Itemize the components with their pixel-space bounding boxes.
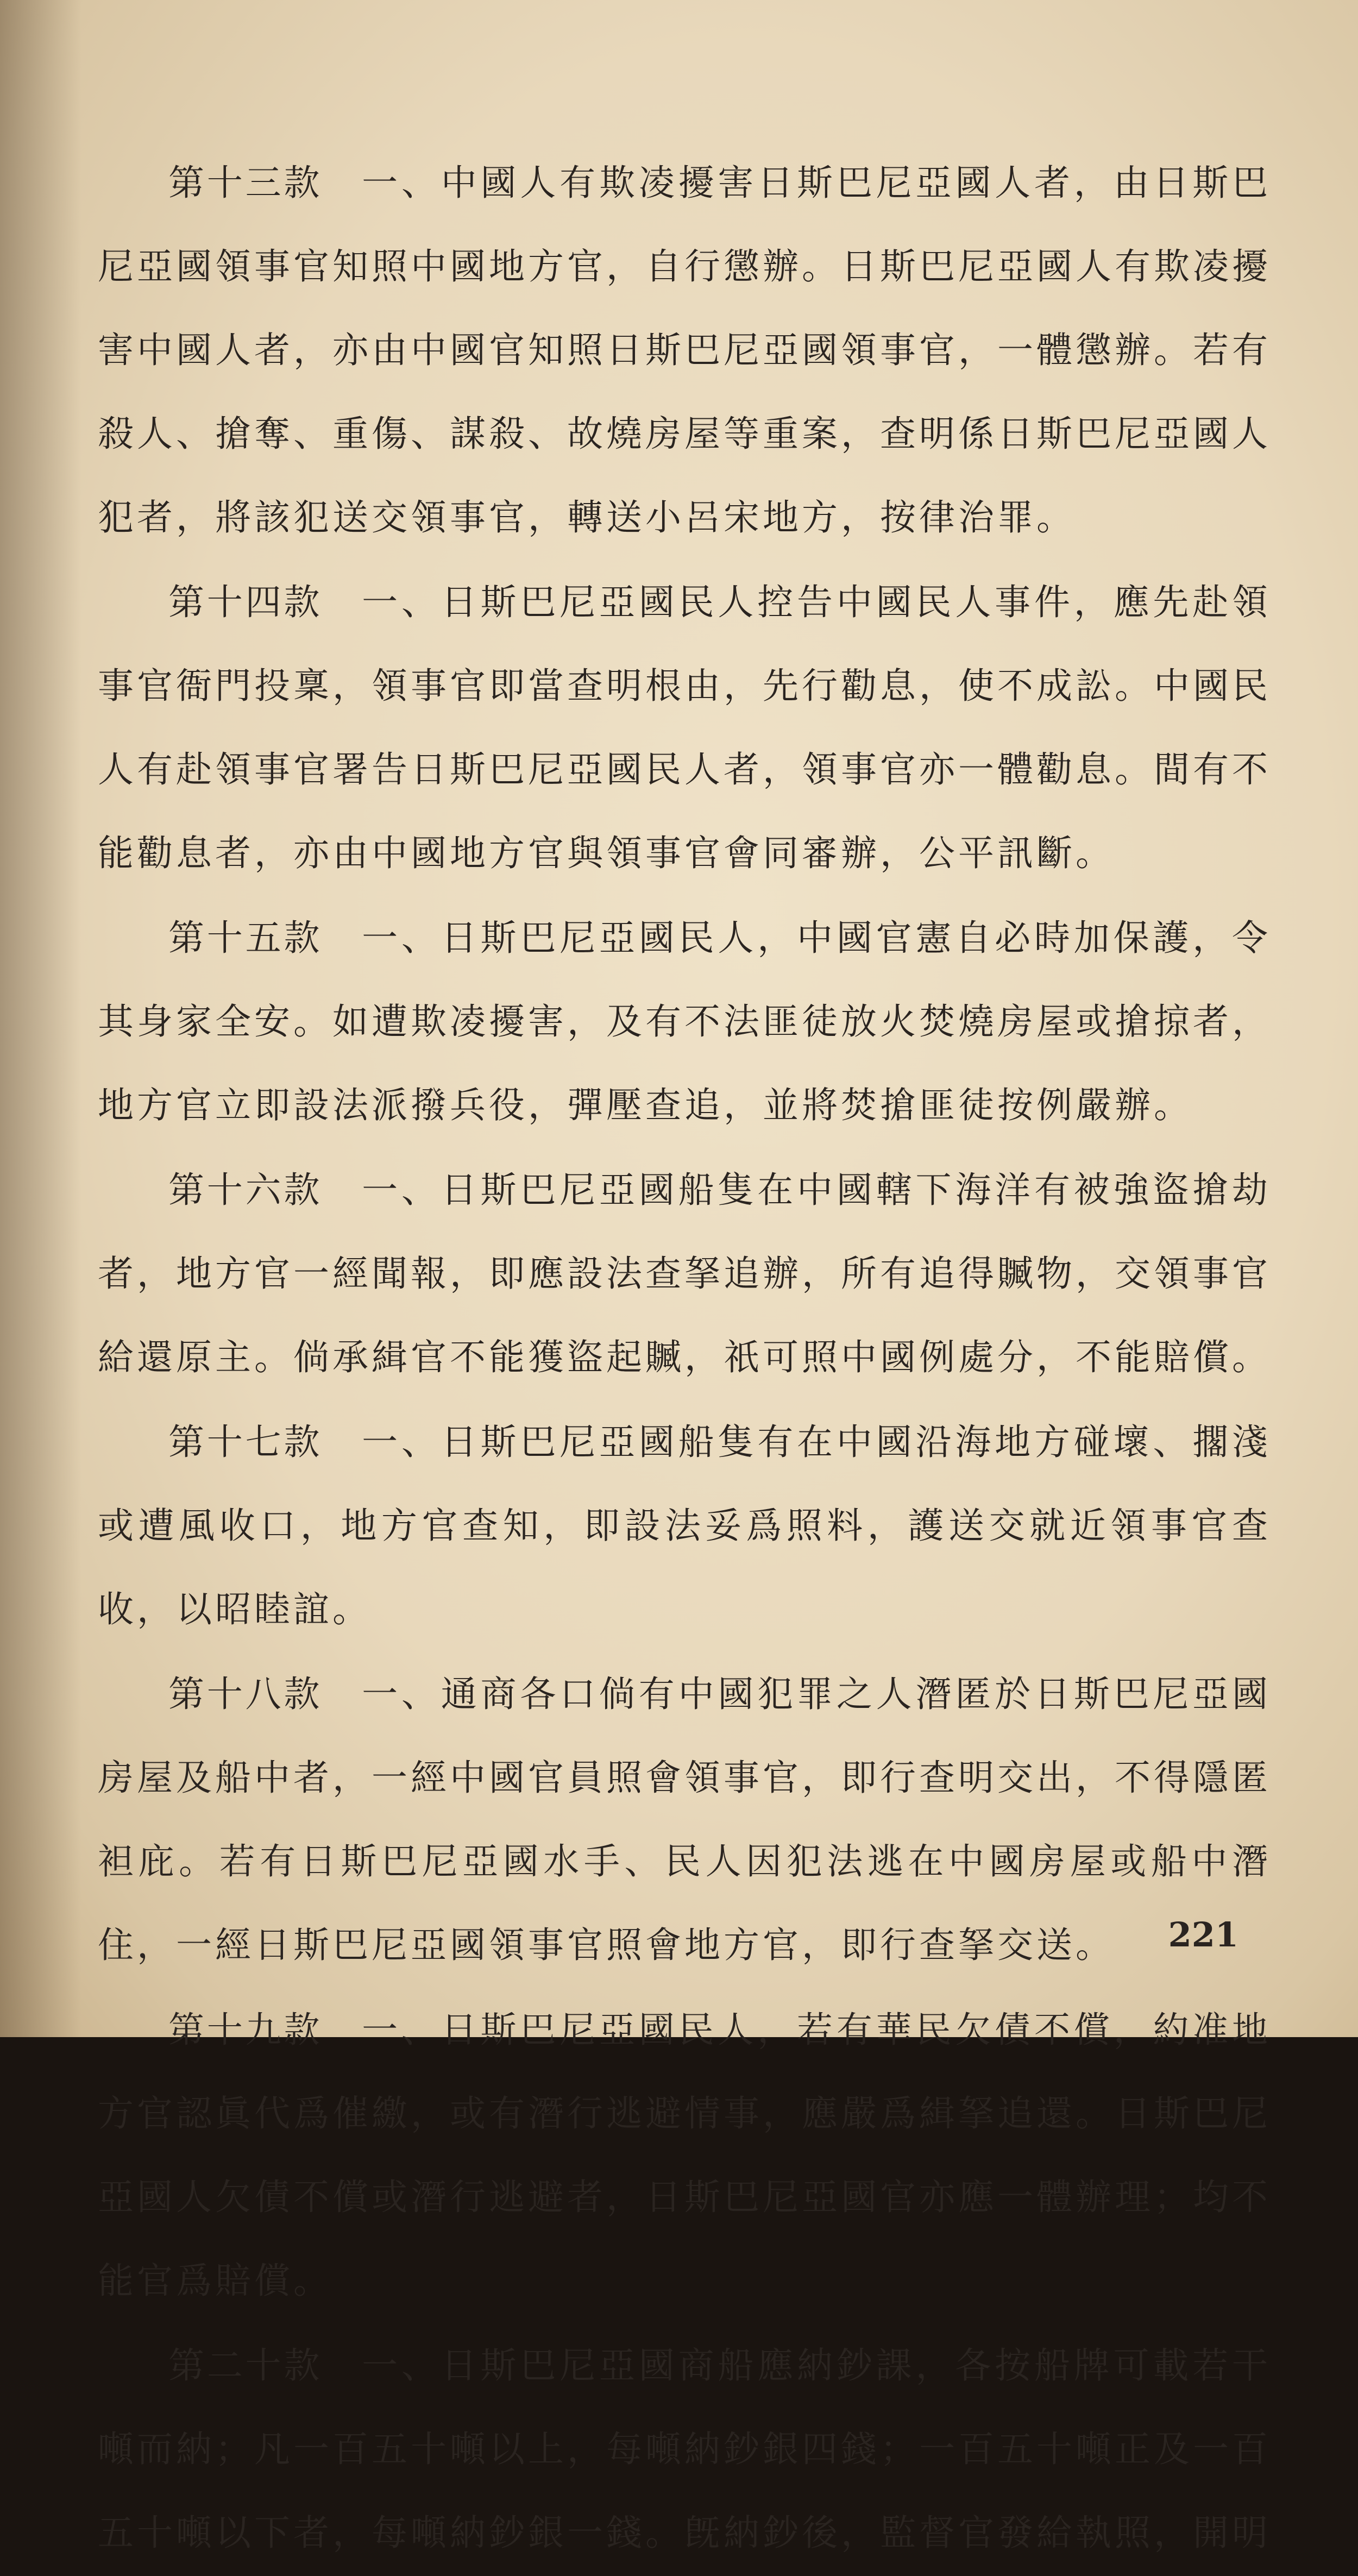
article-text: 一、日斯巴尼亞國船隻有在中國沿海地方碰壞、擱淺或遭風收口，地方官查知，即設法妥爲照料，護送交就近領事官查收，以昭睦誼。 [98,1421,1272,1630]
article-heading: 第十四款 [168,581,323,623]
article-heading: 第十五款 [168,917,323,959]
article-text: 一、中國人有欺凌擾害日斯巴尼亞國人者，由日斯巴尼亞國領事官知照中國地方官，自行懲辦。日斯巴尼亞國人有欺凌擾害中國人者，亦由中國官知照日斯巴尼亞國領事官，一體懲辦。若有殺人、搶奪、重傷、謀殺、故燒房屋等重案，查明係日斯巴尼亞國人犯者，將該犯送交領事官，轉送小呂宋地方，按律治罪。 [98,162,1272,538]
article-heading: 第十七款 [168,1421,323,1463]
article-heading: 第二十款 [168,2345,323,2386]
article-text: 一、日斯巴尼亞國民人控告中國民人事件，應先赴領事官衙門投稟，領事官即當查明根由，先行勸息，使不成訟。中國民人有赴領事官署告日斯巴尼亞國民人者，領事官亦一體勸息。間有不能勸息者，亦由中國地方官與領事官會同審辦，公平訊斷。 [98,581,1272,874]
article-heading: 第十九款 [168,2009,323,2051]
article-text: 一、通商各口倘有中國犯罪之人潛匿於日斯巴尼亞國房屋及船中者，一經中國官員照會領事官，即行查明交出，不得隱匿袒庇。若有日斯巴尼亞國水手、民人因犯法逃在中國房屋或船中潛住，一經日斯巴尼亞國領事官照會地方官，即行查拏交送。 [98,1673,1272,1966]
article-heading: 第十三款 [168,162,323,204]
page-number: 221 [1168,1915,1238,1955]
article-text: 一、日斯巴尼亞國船隻在中國轄下海洋有被強盜搶劫者，地方官一經聞報，即應設法查拏追辦，所有追得贓物，交領事官給還原主。倘承緝官不能獲盜起贓，祇可照中國例處分，不能賠償。 [98,1169,1272,1378]
article-heading: 第十六款 [168,1169,323,1211]
article-13 [98,141,1271,560]
article-18 [98,1653,1271,1987]
article-15 [98,896,1271,1147]
article-text: 一、日斯巴尼亞國民人，若有華民欠債不償，約准地方官認眞代爲催繳，或有潛行逃避情事，應嚴爲緝拏追還。日斯巴尼亞國人欠債不償或潛行逃避者，日斯巴尼亞國官亦應一體辦理；均不能官爲賠償。 [98,2009,1272,2302]
article-text: 一、日斯巴尼亞國民人，中國官憲自必時加保護，令其身家全安。如遭欺凌擾害，及有不法匪徒放火焚燒房屋或搶掠者，地方官立即設法派撥兵役，彈壓查追，並將焚搶匪徒按例嚴辦。 [98,917,1272,1126]
treaty-text-body [98,141,1271,2576]
article-19 [98,1988,1271,2323]
article-20 [98,2324,1271,2575]
article-16 [98,1148,1271,1399]
article-17 [98,1400,1271,1651]
article-heading: 第十八款 [168,1673,323,1715]
article-text: 一、日斯巴尼亞國商船應納鈔課，各按船牌可載若干噸而納；凡一百五十噸以上，每噸納鈔銀四錢；一百五十噸正及一百五十噸以下者，每噸納鈔銀一錢。旣納鈔後，監督官發給執照，開明 [98,2345,1272,2554]
page-gutter-shadow [0,0,81,2037]
article-14 [98,561,1271,895]
